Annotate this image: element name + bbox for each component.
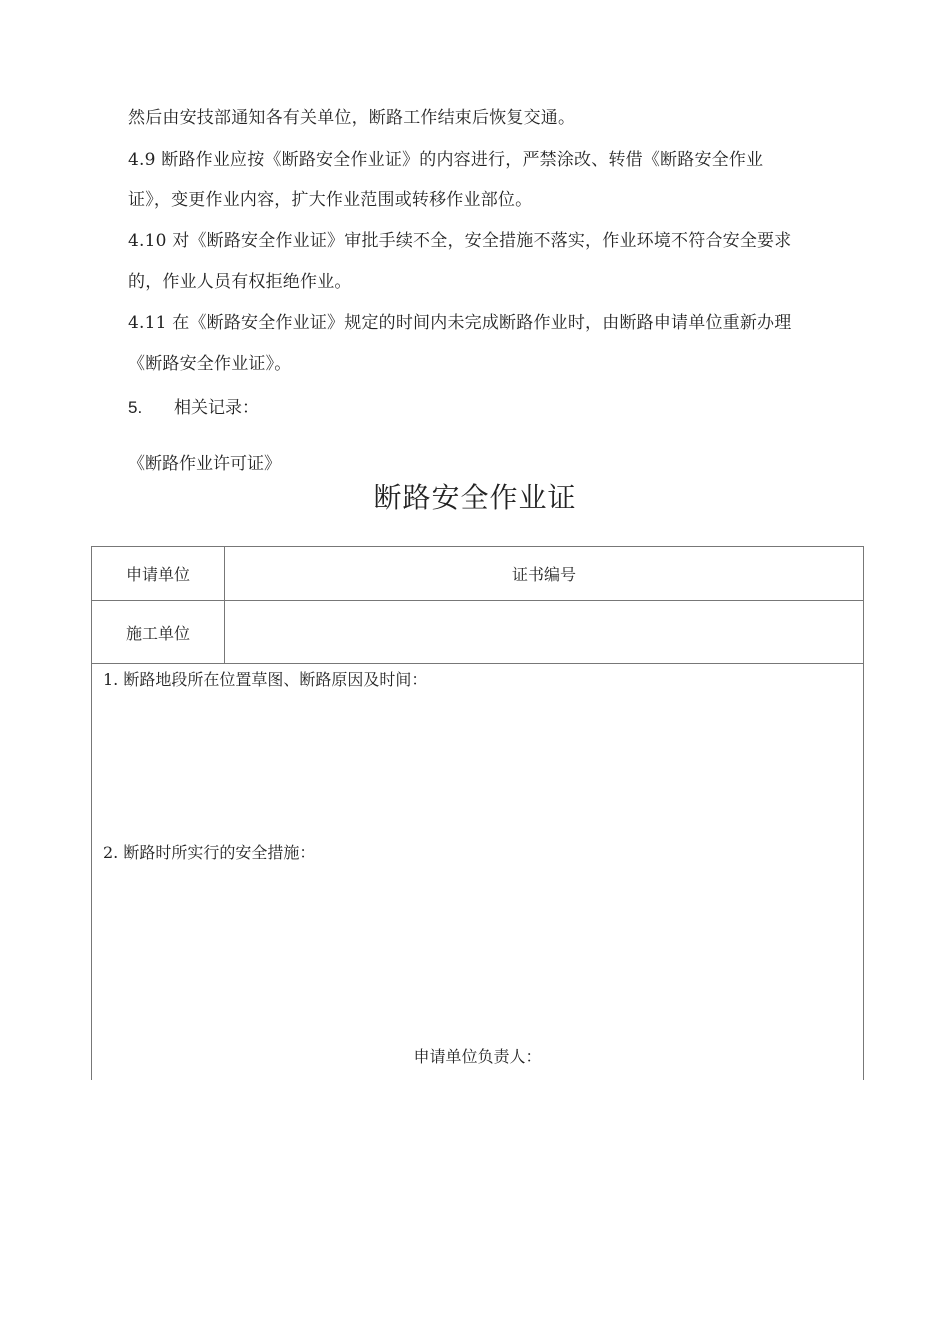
form-row-construction <box>92 601 863 664</box>
clause-4-9-line2: 证》，变更作业内容，扩大作业范围或转移作业部位。 <box>128 190 533 210</box>
section-5-number: 5. <box>128 398 143 417</box>
construction-unit-field[interactable] <box>225 601 863 663</box>
clause-4-10-line2: 的，作业人员有权拒绝作业。 <box>128 272 352 292</box>
record-item: 《断路作业许可证》 <box>128 454 281 474</box>
paragraph-line: 然后由安技部通知各有关单位，断路工作结束后恢复交通。 <box>128 108 576 128</box>
permit-form-table <box>91 546 864 1080</box>
applicant-head-signature-label: 申请单位负责人： <box>413 1047 542 1066</box>
section-5-title: 相关记录： <box>174 398 259 418</box>
form-title: 断路安全作业证 <box>373 481 577 514</box>
section-5-heading <box>128 398 259 418</box>
form-row-applicant <box>92 547 863 601</box>
clause-4-10-line1: 4.10 对《断路安全作业证》审批手续不全，安全措施不落实，作业环境不符合安全要求 <box>128 231 792 251</box>
clause-4-11-line2: 《断路安全作业证》。 <box>128 354 292 374</box>
construction-unit-label: 施工单位 <box>92 601 225 663</box>
certificate-number-label: 证书编号 <box>511 565 576 584</box>
clause-4-11-line1: 4.11 在《断路安全作业证》规定的时间内未完成断路作业时，由断路申请单位重新办理 <box>128 313 792 333</box>
section-2-label: 2. 断路时所实行的安全措施： <box>103 843 316 862</box>
section-1-label: 1. 断路地段所在位置草图、断路原因及时间： <box>103 670 428 689</box>
applicant-unit-label: 申请单位 <box>92 547 225 600</box>
clause-4-9-line1: 4.9 断路作业应按《断路安全作业证》的内容进行，严禁涂改、转借《断路安全作业 <box>128 150 764 170</box>
